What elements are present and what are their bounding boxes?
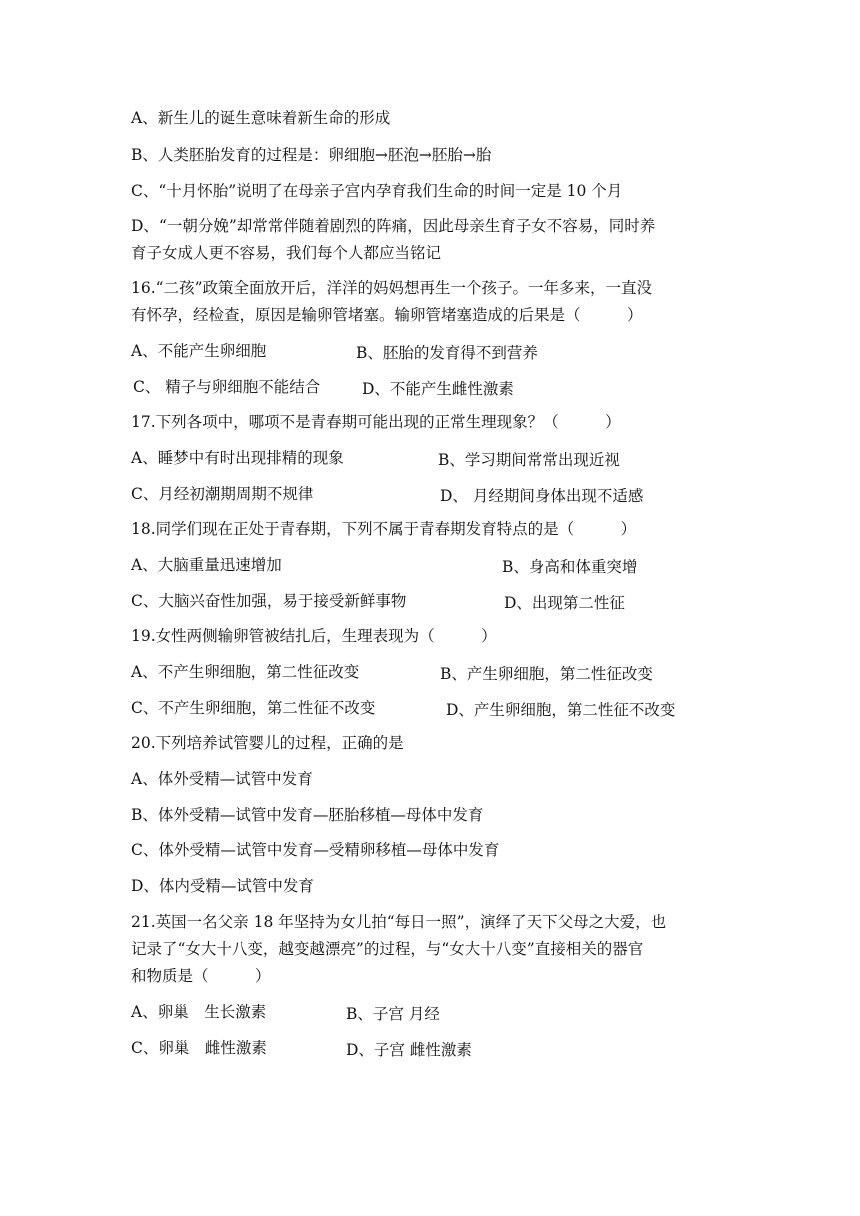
- q21-stem-line2: 记录了“女大十八变，越变越漂亮”的过程，与“女大十八变”直接相关的器官: [131, 940, 644, 958]
- q21-option-a: A、卵巢 生长激素: [131, 1003, 267, 1021]
- q17-option-b: B、学习期间常常出现近视: [438, 451, 620, 469]
- q17-option-c: C、月经初潮期周期不规律: [131, 485, 314, 503]
- q15-option-d-line2: 育子女成人更不容易，我们每个人都应当铭记: [131, 244, 442, 262]
- q21-stem-line3: 和物质是（ ）: [131, 967, 271, 985]
- q20-option-c: C、体外受精—试管中发育—受精卵移植—母体中发育: [131, 841, 500, 859]
- q18-option-d: D、出现第二性征: [504, 594, 625, 612]
- q21-option-c: C、卵巢 雌性激素: [131, 1039, 267, 1057]
- q21-option-b: B、子宫 月经: [346, 1005, 440, 1023]
- q18-option-a: A、大脑重量迅速增加: [131, 556, 282, 574]
- q17-stem: 17.下列各项中，哪项不是青春期可能出现的正常生理现象？（ ）: [131, 413, 621, 431]
- q15-option-c: C、“十月怀胎”说明了在母亲子宫内孕育我们生命的时间一定是 10 个月: [131, 182, 623, 200]
- q16-option-c: C、 精子与卵细胞不能结合: [133, 378, 321, 396]
- q16-stem-line2: 有怀孕，经检查，原因是输卵管堵塞。输卵管堵塞造成的后果是（ ）: [131, 306, 643, 324]
- q18-option-b: B、身高和体重突增: [502, 558, 638, 576]
- q21-option-d: D、子宫 雌性激素: [346, 1041, 472, 1059]
- q16-option-a: A、不能产生卵细胞: [131, 342, 267, 360]
- q19-option-c: C、不产生卵细胞，第二性征不改变: [131, 699, 376, 717]
- q20-option-b: B、体外受精—试管中发育—胚胎移植—母体中发育: [131, 806, 484, 824]
- q19-option-a: A、不产生卵细胞，第二性征改变: [131, 663, 360, 681]
- q16-option-b: B、胚胎的发育得不到营养: [356, 344, 538, 362]
- q15-option-a: A、新生儿的诞生意味着新生命的形成: [131, 109, 391, 127]
- q16-stem-line1: 16.“二孩”政策全面放开后，洋洋的妈妈想再生一个孩子。一年多来，一直没: [131, 279, 653, 297]
- q20-stem: 20.下列培养试管婴儿的过程，正确的是: [131, 734, 404, 752]
- q19-stem: 19.女性两侧输卵管被结扎后，生理表现为（ ）: [131, 627, 497, 645]
- q18-option-c: C、大脑兴奋性加强，易于接受新鲜事物: [131, 592, 407, 610]
- q15-option-d-line1: D、“一朝分娩”却常常伴随着剧烈的阵痛，因此母亲生育子女不容易，同时养: [131, 217, 656, 235]
- q19-option-b: B、产生卵细胞，第二性征改变: [440, 665, 653, 683]
- q17-option-d: D、 月经期间身体出现不适感: [440, 487, 644, 505]
- q16-option-d: D、不能产生雌性激素: [362, 380, 514, 398]
- q19-option-d: D、产生卵细胞，第二性征不改变: [446, 701, 676, 719]
- q15-option-b: B、人类胚胎发育的过程是：卵细胞→胚泡→胚胎→胎: [131, 146, 492, 164]
- q17-option-a: A、睡梦中有时出现排精的现象: [131, 449, 344, 467]
- q18-stem: 18.同学们现在正处于青春期，下列不属于青春期发育特点的是（ ）: [131, 520, 637, 538]
- q20-option-d: D、体内受精—试管中发育: [131, 877, 314, 895]
- q20-option-a: A、体外受精—试管中发育: [131, 770, 313, 788]
- q21-stem-line1: 21.英国一名父亲 18 年坚持为女儿拍“每日一照”，演绎了天下父母之大爱，也: [131, 913, 667, 931]
